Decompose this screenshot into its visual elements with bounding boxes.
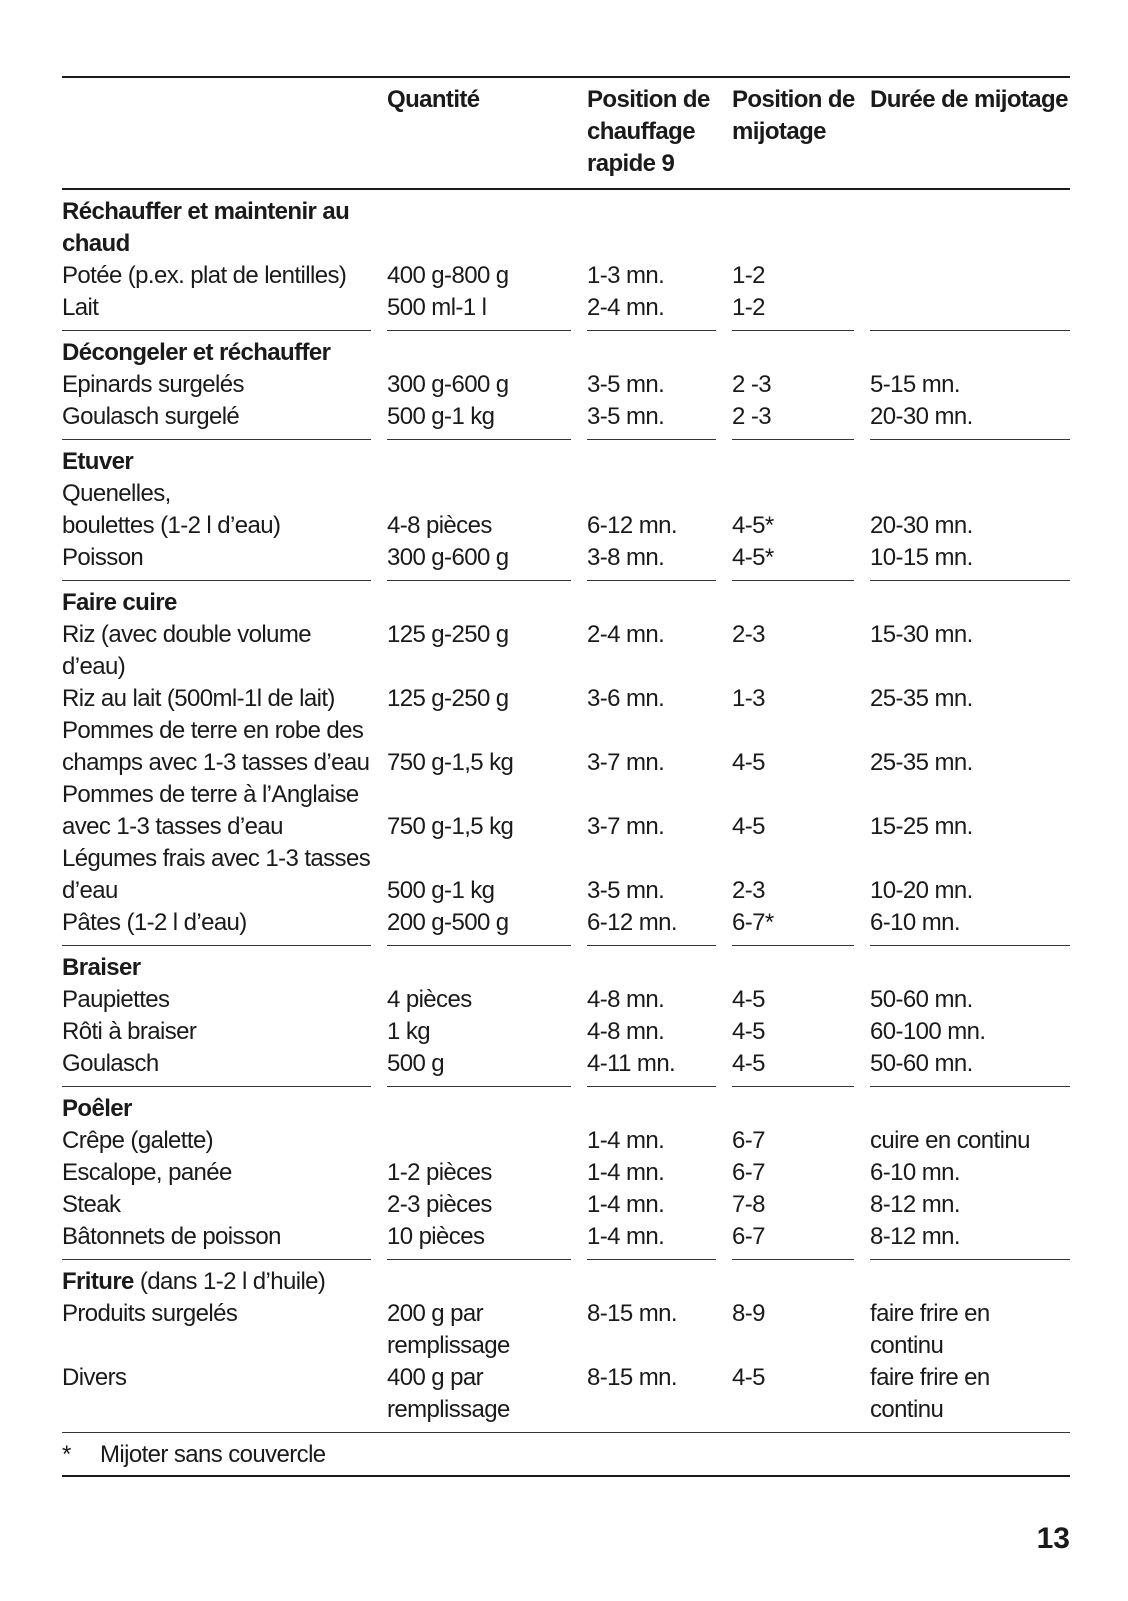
- cell-rapid-heat: 3-5 mn.: [587, 877, 665, 904]
- cell-rapid-heat: 1-4 mn.: [587, 1159, 665, 1186]
- cell-item: Lait: [62, 294, 99, 321]
- cell-quantity: 400 g-800 g: [387, 262, 509, 289]
- cell-duration: 20-30 mn.: [870, 512, 973, 539]
- cell-item: Riz (avec double volume d’eau): [62, 621, 311, 680]
- table-row: [62, 1048, 1070, 1080]
- divider-line: [587, 1253, 716, 1260]
- cell-quantity: 10 pièces: [387, 1223, 485, 1250]
- header-item: [62, 78, 387, 190]
- divider-line: [870, 433, 1070, 440]
- table-row: [62, 292, 1070, 324]
- section-title: Poêler: [62, 1095, 132, 1122]
- cell-simmer-position: 4-5: [732, 813, 765, 840]
- table-header-row: [62, 78, 1070, 190]
- cell-simmer-position: 1-3: [732, 685, 765, 712]
- section-title: Etuver: [62, 448, 134, 475]
- divider-line: [387, 324, 571, 331]
- cell-duration: 5-15 mn.: [870, 371, 960, 398]
- cell-simmer-position: 4-5*: [732, 512, 774, 539]
- divider-line: [587, 939, 716, 946]
- cell-item: Poisson: [62, 544, 144, 571]
- divider-line: [870, 1253, 1070, 1260]
- section-title-row: [62, 1087, 1070, 1125]
- divider-line: [62, 574, 371, 581]
- cell-rapid-heat: 3-5 mn.: [587, 371, 665, 398]
- cell-simmer-position: 2 -3: [732, 403, 771, 430]
- divider-line: [387, 939, 571, 946]
- cell-duration: [870, 292, 1070, 324]
- section-title-row: [62, 331, 1070, 369]
- cell-simmer-position: 4-5: [732, 1018, 765, 1045]
- cell-rapid-heat: 3-6 mn.: [587, 685, 665, 712]
- cell-item: Crêpe (galette): [62, 1127, 214, 1154]
- cell-simmer-position: 4-5: [732, 986, 765, 1013]
- table-row: [62, 1298, 1070, 1362]
- cell-simmer-position: 4-5: [732, 749, 765, 776]
- header-quantity: Quantité: [387, 78, 587, 190]
- cell-simmer-position: 6-7*: [732, 909, 774, 936]
- cell-item: Quenelles, boulettes (1-2 l d’eau): [62, 480, 281, 539]
- cell-duration: 50-60 mn.: [870, 986, 973, 1013]
- table-row: [62, 619, 1070, 683]
- table-row: [62, 401, 1070, 433]
- cell-simmer-position: 4-5: [732, 1364, 765, 1391]
- cell-simmer-position: 4-5*: [732, 544, 774, 571]
- cell-quantity: 750 g-1,5 kg: [387, 813, 514, 840]
- cell-rapid-heat: 6-12 mn.: [587, 512, 677, 539]
- table-row: [62, 542, 1070, 574]
- divider-line: [870, 939, 1070, 946]
- cell-quantity: 500 ml-1 l: [387, 294, 487, 321]
- cell-rapid-heat: 3-7 mn.: [587, 749, 665, 776]
- divider-line: [387, 1253, 571, 1260]
- header-duration: Durée de mijotage: [870, 78, 1070, 190]
- page-number: 13: [1036, 1522, 1070, 1555]
- divider-line: [870, 324, 1070, 331]
- cell-quantity: 750 g-1,5 kg: [387, 749, 514, 776]
- cell-quantity: 125 g-250 g: [387, 685, 509, 712]
- cell-quantity: 400 g par remplissage: [387, 1364, 510, 1423]
- cell-rapid-heat: 3-7 mn.: [587, 813, 665, 840]
- cell-simmer-position: 6-7: [732, 1127, 765, 1154]
- section-separator: [62, 939, 1070, 946]
- table-row: [62, 260, 1070, 292]
- section-title: Réchauffer et maintenir au chaud: [62, 198, 350, 257]
- cell-simmer-position: 2-3: [732, 621, 765, 648]
- cell-duration: faire frire en continu: [870, 1300, 990, 1359]
- cell-item: Pommes de terre à l’Anglaise avec 1-3 tasses d’eau: [62, 781, 359, 840]
- cell-quantity: 4-8 pièces: [387, 512, 492, 539]
- table-row: [62, 1221, 1070, 1253]
- section-title-row: [62, 440, 1070, 478]
- cell-duration: 8-12 mn.: [870, 1223, 960, 1250]
- cell-rapid-heat: 8-15 mn.: [587, 1300, 677, 1327]
- cell-quantity: [387, 1125, 587, 1157]
- divider-line: [587, 324, 716, 331]
- cell-rapid-heat: 4-11 mn.: [587, 1050, 676, 1077]
- divider-line: [62, 433, 371, 440]
- cell-rapid-heat: 6-12 mn.: [587, 909, 677, 936]
- section-note: (dans 1-2 l d’huile): [133, 1268, 326, 1295]
- cell-simmer-position: 1-2: [732, 262, 765, 289]
- divider-line: [387, 574, 571, 581]
- cell-rapid-heat: 1-4 mn.: [587, 1127, 665, 1154]
- table-row: [62, 1157, 1070, 1189]
- cell-quantity: 200 g-500 g: [387, 909, 509, 936]
- cell-quantity: 2-3 pièces: [387, 1191, 492, 1218]
- cell-duration: faire frire en continu: [870, 1364, 990, 1423]
- cell-simmer-position: 2 -3: [732, 371, 771, 398]
- cell-simmer-position: 1-2: [732, 294, 765, 321]
- cell-duration: 60-100 mn.: [870, 1018, 986, 1045]
- cell-duration: 20-30 mn.: [870, 403, 973, 430]
- divider-line: [587, 433, 716, 440]
- cell-simmer-position: 6-7: [732, 1223, 765, 1250]
- cell-item: Escalope, panée: [62, 1159, 232, 1186]
- table-row: [62, 683, 1070, 715]
- divider-line: [732, 433, 854, 440]
- cell-simmer-position: 2-3: [732, 877, 765, 904]
- table-row: [62, 779, 1070, 843]
- cell-simmer-position: 7-8: [732, 1191, 765, 1218]
- section-title: Friture (dans 1-2 l d’huile): [62, 1268, 326, 1295]
- divider-line: [732, 939, 854, 946]
- section-title-row: [62, 1260, 1070, 1298]
- section-separator: [62, 433, 1070, 440]
- cell-duration: 10-20 mn.: [870, 877, 973, 904]
- divider-line: [870, 574, 1070, 581]
- divider-line: [732, 1253, 854, 1260]
- section-title-row: [62, 946, 1070, 984]
- cell-quantity: 4 pièces: [387, 986, 472, 1013]
- cell-item: Potée (p.ex. plat de lentilles): [62, 262, 347, 289]
- divider-line: [732, 324, 854, 331]
- cell-item: Pâtes (1-2 l d’eau): [62, 909, 247, 936]
- divider-line: [732, 1080, 854, 1087]
- footnote: [62, 1432, 1070, 1477]
- cell-quantity: 1 kg: [387, 1018, 430, 1045]
- cell-item: Goulasch surgelé: [62, 403, 240, 430]
- cell-item: Goulasch: [62, 1050, 159, 1077]
- cell-rapid-heat: 8-15 mn.: [587, 1364, 677, 1391]
- section-separator: [62, 1253, 1070, 1260]
- cell-rapid-heat: 1-4 mn.: [587, 1223, 665, 1250]
- cell-rapid-heat: 2-4 mn.: [587, 621, 665, 648]
- cell-duration: [870, 260, 1070, 292]
- table-row: [62, 1016, 1070, 1048]
- table-row: [62, 1362, 1070, 1426]
- section-title: Décongeler et réchauffer: [62, 339, 331, 366]
- cell-rapid-heat: 3-8 mn.: [587, 544, 665, 571]
- divider-line: [387, 1080, 571, 1087]
- cell-duration: 15-25 mn.: [870, 813, 973, 840]
- cell-rapid-heat: 2-4 mn.: [587, 294, 665, 321]
- cooking-table: [62, 76, 1070, 1432]
- cooking-table-page: [62, 76, 1070, 1477]
- cell-rapid-heat: 1-4 mn.: [587, 1191, 665, 1218]
- cell-rapid-heat: 1-3 mn.: [587, 262, 665, 289]
- section-separator: [62, 574, 1070, 581]
- cell-rapid-heat: 4-8 mn.: [587, 1018, 665, 1045]
- cell-quantity: 1-2 pièces: [387, 1159, 492, 1186]
- cell-item: Epinards surgelés: [62, 371, 244, 398]
- cell-duration: 6-10 mn.: [870, 1159, 960, 1186]
- cell-quantity: 500 g: [387, 1050, 445, 1077]
- cell-quantity: 125 g-250 g: [387, 621, 509, 648]
- cell-quantity: 500 g-1 kg: [387, 403, 495, 430]
- cell-rapid-heat: 4-8 mn.: [587, 986, 665, 1013]
- cell-duration: 6-10 mn.: [870, 909, 960, 936]
- section-title: Braiser: [62, 954, 141, 981]
- section-separator: [62, 324, 1070, 331]
- section-title-row: [62, 581, 1070, 619]
- cell-item: Bâtonnets de poisson: [62, 1223, 281, 1250]
- divider-line: [732, 574, 854, 581]
- divider-line: [62, 1253, 371, 1260]
- section-separator: [62, 1080, 1070, 1087]
- divider-line: [587, 1080, 716, 1087]
- cell-item: Divers: [62, 1364, 127, 1391]
- footnote-text: Mijoter sans couvercle: [100, 1441, 326, 1468]
- cell-simmer-position: 8-9: [732, 1300, 765, 1327]
- cell-item: Légumes frais avec 1-3 tasses d’eau: [62, 845, 371, 904]
- divider-line: [587, 574, 716, 581]
- table-row: [62, 1125, 1070, 1157]
- cell-duration: cuire en continu: [870, 1127, 1030, 1154]
- section-title-row: [62, 190, 1070, 260]
- table-row: [62, 715, 1070, 779]
- cell-simmer-position: 6-7: [732, 1159, 765, 1186]
- header-simmer-position: Position de mijotage: [732, 78, 870, 190]
- cell-quantity: 300 g-600 g: [387, 371, 509, 398]
- cell-item: Riz au lait (500ml-1l de lait): [62, 685, 335, 712]
- table-row: [62, 907, 1070, 939]
- footnote-symbol: *: [62, 1441, 71, 1468]
- table-row: [62, 369, 1070, 401]
- cell-item: Rôti à braiser: [62, 1018, 197, 1045]
- cell-item: Produits surgelés: [62, 1300, 238, 1327]
- cell-duration: 25-35 mn.: [870, 685, 973, 712]
- divider-line: [870, 1080, 1070, 1087]
- cell-item: Pommes de terre en robe des champs avec 1-3 tasses d’eau: [62, 717, 370, 776]
- table-row: [62, 478, 1070, 542]
- cell-duration: 8-12 mn.: [870, 1191, 960, 1218]
- cell-quantity: 300 g-600 g: [387, 544, 509, 571]
- cell-duration: 10-15 mn.: [870, 544, 973, 571]
- table-row: [62, 843, 1070, 907]
- cell-quantity: 200 g par remplissage: [387, 1300, 510, 1359]
- cell-duration: 15-30 mn.: [870, 621, 973, 648]
- cell-duration: 25-35 mn.: [870, 749, 973, 776]
- header-rapid-heat: Position de chauffage rapide 9: [587, 78, 732, 190]
- cell-duration: 50-60 mn.: [870, 1050, 973, 1077]
- cell-item: Steak: [62, 1191, 121, 1218]
- divider-line: [62, 939, 371, 946]
- table-row: [62, 1189, 1070, 1221]
- divider-line: [62, 1080, 371, 1087]
- section-title: Faire cuire: [62, 589, 177, 616]
- divider-line: [62, 324, 371, 331]
- cell-simmer-position: 4-5: [732, 1050, 765, 1077]
- cell-rapid-heat: 3-5 mn.: [587, 403, 665, 430]
- divider-line: [387, 433, 571, 440]
- cell-quantity: 500 g-1 kg: [387, 877, 495, 904]
- table-row: [62, 984, 1070, 1016]
- cell-item: Paupiettes: [62, 986, 170, 1013]
